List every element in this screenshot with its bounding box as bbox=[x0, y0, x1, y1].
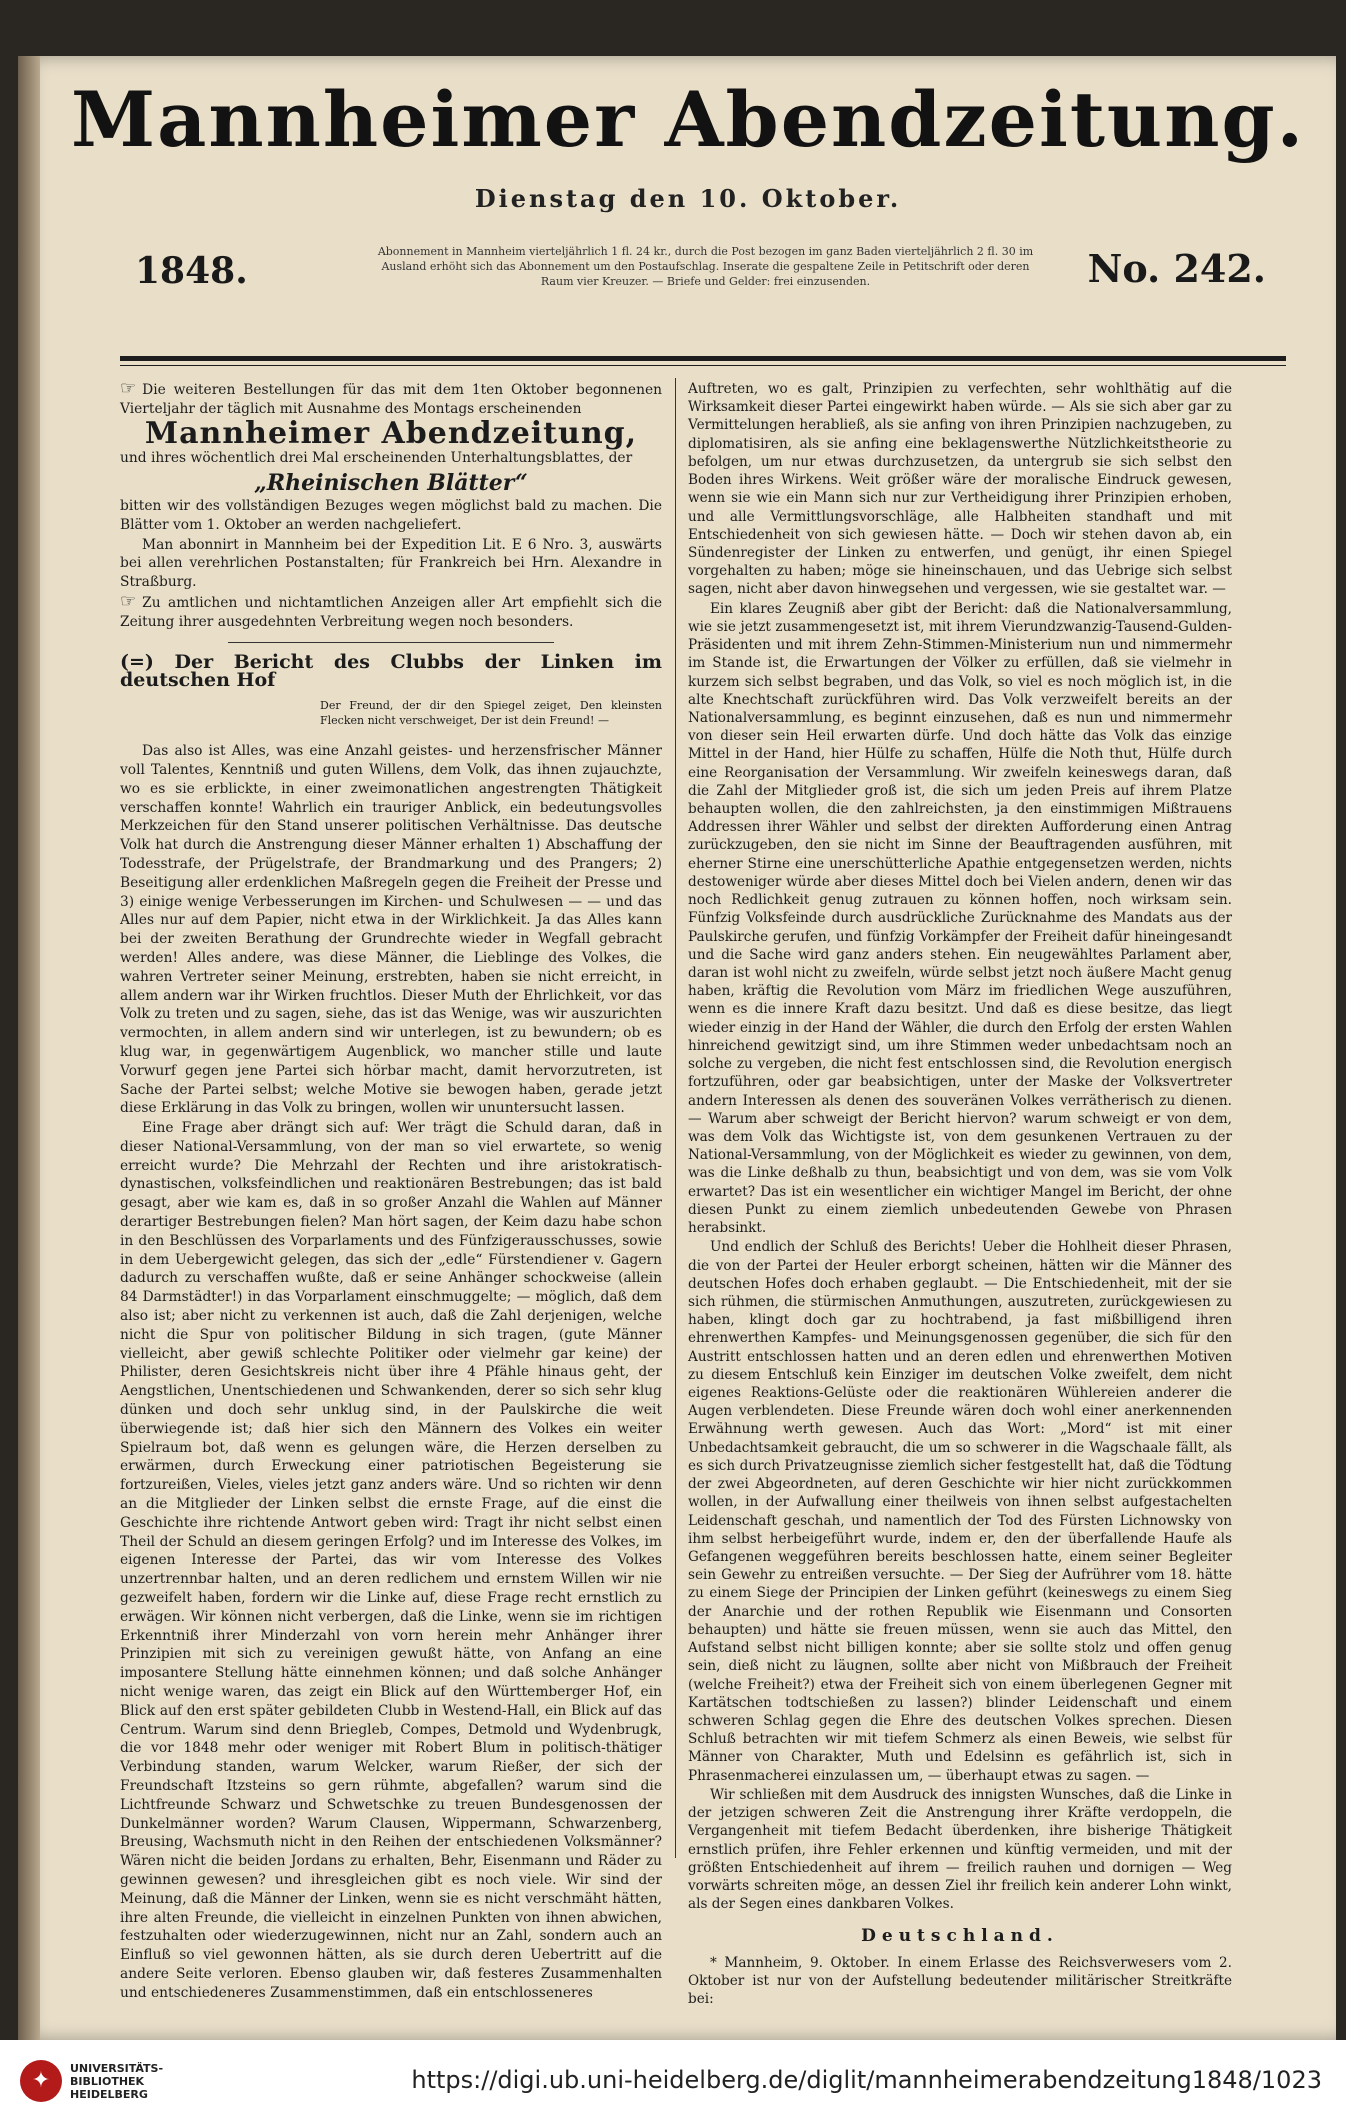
issue-date: Dienstag den 10. Oktober. bbox=[474, 184, 902, 213]
section-heading-germany: Deutschland. bbox=[861, 1926, 1059, 1947]
notice-body-3-text: Zu amtlichen und nichtamtlichen Anzeigen aller Art empfiehlt sich die Zeitung ihrer ausgedehnten Verbreitung wegen noch besonders. bbox=[120, 594, 662, 630]
article-paragraph: Wir schließen mit dem Ausdruck des innigsten Wunsches, daß die Linke in der jetzigen schweren Zeit die Anstrengung ihrer Kräfte verdoppeln, die Vergangenheit mit tiefem Bedacht überdenken, ihre bisherige Thätigkeit ernstlich prüfen, ihre Fehler erkennen und künftig vermeiden, und mit der größten Entschiedenheit auf ihrem — freilich rauhen und dornigen — Weg vorwärts schreiten möge, an dessen Ziel ihr freilich kein anderer Lohn winkt, als der Segen eines dankbaren Volkes. bbox=[688, 1786, 1232, 1913]
notice-body-1: bitten wir des vollständigen Bezuges wegen möglichst bald zu machen. Die Blätter vom 1. Oktober an werden nachgeliefert. bbox=[120, 497, 662, 533]
pointing-hand-icon: ☞ bbox=[120, 590, 137, 612]
column-divider bbox=[675, 378, 676, 1858]
viewer-footer bbox=[0, 2040, 1346, 2125]
masthead bbox=[60, 60, 1316, 213]
notice-body-3 bbox=[120, 590, 662, 632]
library-name-line: BIBLIOTHEK bbox=[70, 2075, 145, 2088]
library-logo[interactable] bbox=[20, 2060, 164, 2106]
header-rule-thin bbox=[120, 365, 1286, 366]
article-paragraph: Ein klares Zeugniß aber gibt der Bericht: daß die Nationalversammlung, wie sie jetzt zusammengesetzt ist, mit ihrem Vierundzwanzig-Tausend-Gulden-Präsidenten und mit ihrem Zehn-Stimmen-Ministerium nun und nimmermehr im Stande ist, die Erwartungen der Völker zu erfüllen, daß sie vielmehr in kurzem sich selbst begraben, und das Volk, so viel es noch möglich ist, in die alte Knechtschaft zurückführen wird. Das Volk verzweifelt bereits an der Nationalversammlung, es beginnt einzusehen, daß es nun und nimmermehr von dieser sein Heil erwarten dürfe. Und doch hätte das Volk das einzige Mittel in der Hand, hier Hülfe zu schaffen, Hülfe die Noth thut, Hülfe durch eine Reorganisation der Versammlung. Wir zweifeln keineswegs daran, daß die Zahl der Mitglieder groß ist, die sich um jeden Preis auf ihrem Platze behaupten wollen, die den zahlreichsten, ja den einstimmigen Mißtrauens Addressen ihrer Wähler und selbst der direkten Aufforderung einen Antrag zurückzugeben, den sie nicht im Sinne der Beauftragenden ausführen, mit eherner Stirne eine unerschütterliche Apathie entgegensetzen werden, nichts destoweniger würde aber dieses Mittel doch bei Vielen andern, denen wir das noch Redlichkeit genug zutrauen zu können hoffen, noch wirksam sein. Fünfzig Volksfeinde durch ausdrückliche Zurücknahme des Mandats aus der Paulskirche gerufen, und fünfzig Vorkämpfer der Freiheit dafür hineingesandt und die Sache wird ganz anders stehen. Ein neugewähltes Parlament aber, daran ist wohl nicht zu zweifeln, würde selbst jetzt noch äußere Macht genug haben, kräftig die Revolution vom März im friedlichen Wege auszuführen, wenn es die innere Kraft dazu besitzt. Und daß es diese besitze, das liegt wieder einzig in der Hand der Wähler, die durch den Erfolg der ersten Wahlen hinreichend gewitzigt sind, um ihre Stimmen weder unbedachtsam noch an solche zu vergeben, die nicht fest entschlossen sind, die Revolution energisch fortzuführen, oder gar beabsichtigen, unter der Maske der Volksvertreter andern Interessen als denen des souveränen Volkes verrätherisch zu dienen. — Warum aber schweigt der Bericht hiervon? warum schweigt er von dem, was dem Volk das Wichtigste ist, von dem gesunkenen Vertrauen zu der National-Versammlung, von der Möglichkeit es wieder zu gewinnen, von dem, was die Linke deßhalb zu thun, beabsichtigt und von dem, was sie vom Volk erwartet? Das ist ein wesentlicher ein wichtiger Mangel im Bericht, der ohne diesen Punkt zu einem ziemlich unbedeutenden Gewebe von Phrasen herabsinkt. bbox=[688, 600, 1232, 1237]
section-separator bbox=[228, 642, 553, 643]
issue-year: 1848. bbox=[135, 250, 248, 292]
issue-number: No. 242. bbox=[1087, 246, 1266, 291]
issue-row bbox=[135, 236, 1266, 306]
notice-supplement-intro: und ihres wöchentlich drei Mal erscheinenden Unterhaltungsblattes, der bbox=[120, 450, 633, 467]
notice-body-2: Man abonnirt in Mannheim bei der Expedition Lit. E 6 Nro. 3, auswärts bei allen verehrlichen Postanstalten; für Frankreich bei Hrn. Alexandre in Straßburg. bbox=[120, 536, 662, 591]
library-name bbox=[70, 2062, 163, 2101]
article-paragraph: Und endlich der Schluß des Berichts! Ueber die Hohlheit dieser Phrasen, die von der Partei der Heuler erborgt scheinen, hätten wir die Männer des deutschen Hofes doch erhaben geglaubt. — Die Entschiedenheit, mit der sie sich rühmen, die stürmischen Anmuthungen, auszutreten, zurückgewiesen zu haben, klingt doch gar zu hochtrabend, ja fast mißbilligend ihren ehrenwerthen Kampfes- und Meinungsgenossen gegenüber, die sich für den Austritt entschlossen hatten und an deren edlen und ehrenwerthen Motiven zu diesem Entschluß kein Einziger im deutschen Volke zweifelt, dem nicht eigenes Reaktions-Gelüste oder die reaktionären Wühlereien anderer die Augen verblendeten. Diese Freunde wären doch wohl einer anerkennenden Erwähnung werth gewesen. Auch das Wort: „Mord“ ist mit einer Unbedachtsamkeit gebraucht, die um so schwerer in die Wagschaale fällt, als es sich durch Privatzeugnisse ziemlich sicher festgestellt hat, daß die Tödtung der zwei Abgeordneten, auf deren Geschichte wir hier nicht zurückkommen wollen, in der Aufwallung einer theilweis von ihnen selbst aufgestachelten Leidenschaft geschah, und namentlich der Tod des Fürsten Lichnowsky von ihm selbst herbeigeführt wurde, indem er, den der überfallende Haufe als Gefangenen weggeführen bereits beschlossen hatte, einem seiner Begleiter sein Gewehr zu entreißen versuchte. — Der Sieg der Aufrührer vom 18. hätte zu einem Siege der Principien der Linken geführt (keineswegs zu einem Sieg der Anarchie und der rothen Republik wie Eisenmann und Consorten behaupten) und hätte sie freuen müssen, wenn sie auch das Mittel, den Aufstand selbst nicht billigen konnte; aber sie sollte stolz und offen genug sein, dieß nicht zu läugnen, sollte aber nicht von Mißbrauch der Freiheit (welche Freiheit?) etwa der Freiheit sich von einem überlegenen Gegner mit Kartätschen todtschießen zu lassen?) blinder Leidenschaft und einem schweren Schlag gegen die Ehre des deutschen Volkes sprechen. Diesen Schluß betrachten wir mit tiefem Schmerz als einen Beweis, wie selbst für Männer von Charakter, Muth und Edelsinn es gefährlich ist, sich in Phrasenmacherei einzulassen um, — überhaupt etwas zu sagen. — bbox=[688, 1239, 1232, 1784]
article-paragraph: Das also ist Alles, was eine Anzahl geistes- und herzensfrischer Männer voll Talentes, Kenntniß und guten Willens, dem Volk, das ihnen zujauchzte, wo es sie erblickte, in einer zweimonatlichen angestrengten Thätigkeit verschaffen konnte! Wahrlich ein trauriger Anblick, ein bedeutungsvolles Merkzeichen für den Stand unserer politischen Verhältnisse. Das deutsche Volk hat durch die Anstrengung dieser Männer erhalten 1) Abschaffung der Todesstrafe, der Prügelstrafe, der Brandmarkung und des Prangers; 2) Beseitigung aller erdenklichen Maßregeln gegen die Freiheit der Presse und 3) einige wenige Verbesserungen im Kirchen- und Schulwesen — — und das Alles nur auf dem Papier, nicht etwa in der Wirklichkeit. Ja das Alles kann bei der zweiten Berathung der Grundrechte wieder in Wegfall gebracht werden! Alles andere, was diese Männer, die Lieblinge des Volkes, die wahren Vertreter seiner Meinung, erstrebten, haben sie nicht erreicht, in allem andern war ihr Wirken fruchtlos. Dieser Muth der Ehrlichkeit, vor das Volk zu treten und zu sagen, siehe, das ist das Wenige, was wir auszurichten vermochten, in allem andern sind wir unterlegen, ist zu bewundern; ob es klug war, in gegenwärtigem Augenblick, wo mancher stille und laute Vorwurf gegen jene Partei sich hörbar macht, damit hervorzutreten, ist Sache der Partei selbst; welche Motive sie bewogen haben, gerade jetzt diese Erklärung in das Volk zu bringen, wollen wir ununtersucht lassen. bbox=[120, 743, 662, 1117]
subscription-note: Abonnement in Mannheim vierteljährlich 1 fl. 24 kr., durch die Post bezogen im ganz Baden vierteljährlich 2 fl. 30 im Ausland erhöht sich das Abonnement um den Postaufschlag. Inserate die gespaltene Zeile in Petitschrift oder deren Raum vier Kreuzer. — Briefe und Gelder: frei einzusenden. bbox=[377, 245, 1034, 288]
binding-edge bbox=[18, 56, 40, 2040]
article-paragraph: Eine Frage aber drängt sich auf: Wer trägt die Schuld daran, daß in dieser National-Versammlung, von der man so viel erwartete, so wenig erreicht wurde? Die Mehrzahl der Rechten und ihre aristokratisch-dynastischen, volksfeindlichen und reaktionären Bestrebungen; das ist bald gesagt, aber wie kam es, daß in so großer Anzahl die Wahlen auf Männer derartiger Bestrebungen fielen? Man hört sagen, der Keim dazu habe schon in den Beschlüssen des Vorparlaments und des Fünfzigerausschusses, sowie in dem Uebergewicht gelegen, das sich der „edle“ Fürstendiener v. Gagern dadurch zu verschaffen wußte, daß er seine Anhänger schockweise (allein 84 Darmstädter!) in das Vorparlament einschmuggelte; — möglich, daß dem also ist; aber nicht zu verkennen ist auch, daß die Zahl derjenigen, welche nicht die Spur von politischer Bildung in sich tragen, (gute Männer vielleicht, aber gewiß schlechte Politiker oder vielmehr gar keine) der Philister, deren Gesichtskreis nicht über ihre 4 Pfähle hinaus geht, der Aengstlichen, Unentschiedenen und Schwankenden, derer so sich sehr klug dünken und doch sehr unklug sind, in der Paulskirche die weit überwiegende ist; daß hier sich den Männern des Volkes ein weiter Spielraum bot, daß wenn es gelungen wäre, die Herzen derselben zu erwärmen, durch Erweckung einer patriotischen Begeisterung sie fortzureißen, Vieles, vieles jetzt ganz anders wäre. Und so richten wir denn an die Mitglieder der Linken selbst die ernste Frage, auf die einst die Geschichte ihre richtende Antwort geben wird: Tragt ihr nicht selbst einen Theil der Schuld an diesem geringen Erfolg? und im Interesse des Volkes, im eigenen Interesse der Partei, das wir vom Interesse des Volkes unzertrennbar halten, und an deren redlichem und ernstem Willen wir nie gezweifelt haben, fordern wir die Linke auf, diese Frage recht ernstlich zu erwägen. Wir können nicht verbergen, daß die Linke, wenn sie im richtigen Erkenntniß ihrer Minderzahl von vorn herein mehr Anhänger ihrer Prinzipien mit sich zu vereinigen gewußt hätte, von Anfang an eine imposantere Stellung hätte einnehmen können; und daß solche Anhänger nicht wenige waren, das zeigt ein Blick auf den Württemberger Hof, ein Blick auf den erst später gebildeten Clubb in Westend-Hall, ein Blick auf das Centrum. Warum sind denn Briegleb, Compes, Detmold und Wydenbrugk, die vor 1848 mehr oder weniger mit Robert Blum in politisch-thätiger Verbindung standen, warum Welcker, warum Rießer, der sich der Freundschaft Itzsteins so gern rühmte, abgefallen? warum sind die Lichtfreunde Schwarz und Schwetschke zu treuen Bundesgenossen der Dunkelmänner worden? Warum Clausen, Wippermann, Schwarzenberg, Breusing, Wachsmuth nicht in den Reihen der entschiedenen Volksmänner? Wären nicht die beiden Jordans zu erhalten, Behr, Eisenmann und Räder zu gewinnen gewesen? und ihresgleichen gibt es noch viele. Wir sind der Meinung, daß die Männer der Linken, wenn sie es nicht verschmäht hätten, ihre alten Freunde, die vielleicht in einzelnen Punkten von ihnen abwichen, festzuhalten oder wiederzugewinnen, nicht nur an Zahl, sondern auch an Einfluß so viel gewonnen hätten, als sie durch deren Uebertritt auf die andere Seite verloren. Ebenso glauben wir, daß festeres Zusammenhalten und entschiedeneres Zusammenstimmen, daß ein entschlosseneres bbox=[120, 1120, 662, 2001]
header-rule-thick bbox=[120, 356, 1286, 361]
notice-intro bbox=[120, 380, 662, 419]
right-column bbox=[688, 380, 1232, 2009]
germany-report: * Mannheim, 9. Oktober. In einem Erlasse des Reichsverwesers vom 2. Oktober ist nur von der Aufstellung bedeutender militärischer Streitkräfte bei: bbox=[688, 1954, 1232, 2008]
notice-intro-text: Die weiteren Bestellungen für das mit dem 1ten Oktober begonnenen Vierteljahr der täglich mit Ausnahme des Montags erscheinenden bbox=[120, 382, 662, 417]
left-column bbox=[120, 380, 662, 2004]
article-heading: (=) Der Bericht des Clubbs der Linken im deutschen Hof bbox=[120, 650, 662, 692]
library-name-line: UNIVERSITÄTS- bbox=[70, 2062, 164, 2075]
pointing-hand-icon: ☞ bbox=[120, 378, 137, 399]
paper-title: Mannheimer Abendzeitung. bbox=[70, 75, 1306, 164]
library-seal-icon: ✦ bbox=[20, 2060, 62, 2102]
notice-supplement-name: „Rheinischen Blätter“ bbox=[254, 470, 528, 497]
notice-paper-name: Mannheimer Abendzeitung, bbox=[144, 415, 638, 451]
source-url-link[interactable]: https://digi.ub.uni-heidelberg.de/diglit/mannheimerabendzeitung1848/1023 bbox=[411, 2066, 1322, 2094]
article-motto: Der Freund, der dir den Spiegel zeiget, Den kleinsten Flecken nicht verschweiget, Der ist dein Freund! — bbox=[320, 699, 662, 728]
article-paragraph: Auftreten, wo es galt, Prinzipien zu verfechten, sehr wohlthätig auf die Wirksamkeit dieser Partei eingewirkt haben würde. — Als sie sich aber gar zu Vermittelungen herabließ, als sie anfing von ihren Prinzipien nachzugeben, zu diplomatisiren, als sie anfing eine beklagenswerthe Nützlichkeitstheorie zu befolgen, um nur etwas durchzusetzen, da untergrub sie sich selbst den Boden ihres Wirkens. Weit größer wäre der moralische Eindruck gewesen, wenn sie wie ein Mann sich nur zur Vertheidigung ihrer Prinzipien erhoben, und alle Vermittlungsvorschläge, alle Halbheiten standhaft und mit Entschiedenheit von sich gewiesen hätte. — Doch wir stehen davon ab, ein Sündenregister der Linken zu entwerfen, und genügt, ihr einen Spiegel vorgehalten zu haben; möge sie hineinschauen, und das Uebrige sich selbst sagen, nicht aber davon hinwegsehen und vergessen, wie sie gestaltet war. — bbox=[688, 381, 1232, 598]
library-name-line: HEIDELBERG bbox=[70, 2088, 148, 2101]
